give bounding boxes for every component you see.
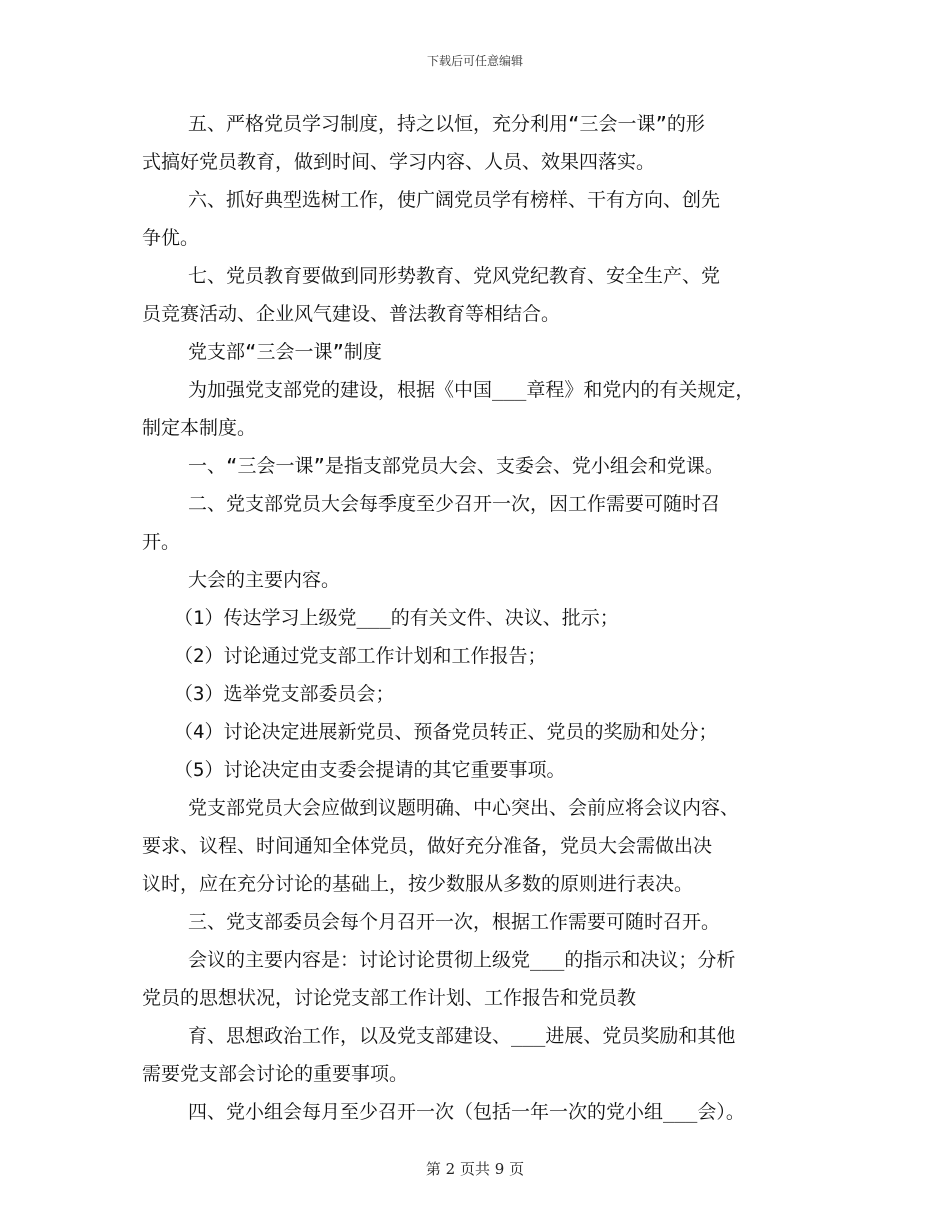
document-body xyxy=(142,105,832,1131)
list-item: （2）讨论通过党支部工作计划和工作报告； xyxy=(174,645,547,667)
text-line: 七、党员教育要做到同形势教育、党风党纪教育、安全生产、党 xyxy=(188,265,721,287)
text-line: 议时，应在充分讨论的基础上，按少数服从多数的原则进行表决。 xyxy=(142,873,694,895)
text-line: 争优。 xyxy=(142,227,200,249)
text-line: 党支部党员大会应做到议题明确、中心突出、会前应将会议内容、 xyxy=(188,797,740,819)
text-line: 三、党支部委员会每个月召开一次，根据工作需要可随时召开。 xyxy=(188,911,721,933)
text-line: 制定本制度。 xyxy=(142,417,257,439)
text-line: 开。 xyxy=(142,531,181,553)
text-line: 需要党支部会讨论的重要事项。 xyxy=(142,1063,409,1085)
text-line: 一、“三会一课”是指支部党员大会、支委会、党小组会和党课。 xyxy=(188,455,724,477)
text-line: 大会的主要内容。 xyxy=(188,569,341,591)
text-line: 党员的思想状况，讨论党支部工作计划、工作报告和党员教 xyxy=(142,987,637,1009)
text-line: 要求、议程、时间通知全体党员，做好充分准备，党员大会需做出决 xyxy=(142,835,713,857)
text-line: 育、思想政治工作，以及党支部建设、___进展、党员奖励和其他 xyxy=(188,1025,736,1047)
text-line: 二、党支部党员大会每季度至少召开一次，因工作需要可随时召 xyxy=(188,493,721,515)
list-item: （5）讨论决定由支委会提请的其它重要事项。 xyxy=(174,759,566,781)
page-footer: 第 2 页共 9 页 xyxy=(425,1160,525,1178)
text-line: 会议的主要内容是：讨论讨论贯彻上级党___的指示和决议；分析 xyxy=(188,949,736,971)
text-line: 员竞赛活动、企业风气建设、普法教育等相结合。 xyxy=(142,303,561,325)
text-line: 为加强党支部党的建设，根据《中国___章程》和党内的有关规定， xyxy=(188,379,755,401)
list-item: （3）选举党支部委员会； xyxy=(174,683,395,705)
text-line: 四、党小组会每月至少召开一次（包括一年一次的党小组___会）。 xyxy=(188,1101,745,1123)
text-line: 六、抓好典型选树工作，使广阔党员学有榜样、干有方向、创先 xyxy=(188,189,721,211)
list-item: （4）讨论决定进展新党员、预备党员转正、党员的奖励和处分； xyxy=(174,721,718,743)
section-title: 党支部“三会一课”制度 xyxy=(188,341,382,363)
text-line: 五、严格党员学习制度，持之以恒，充分利用“三会一课”的形 xyxy=(188,113,705,135)
text-line: 式搞好党员教育，做到时间、学习内容、人员、效果四落实。 xyxy=(142,151,656,173)
list-item: （1）传达学习上级党___的有关文件、决议、批示； xyxy=(174,607,619,629)
page-header: 下载后可任意编辑 xyxy=(426,54,523,68)
